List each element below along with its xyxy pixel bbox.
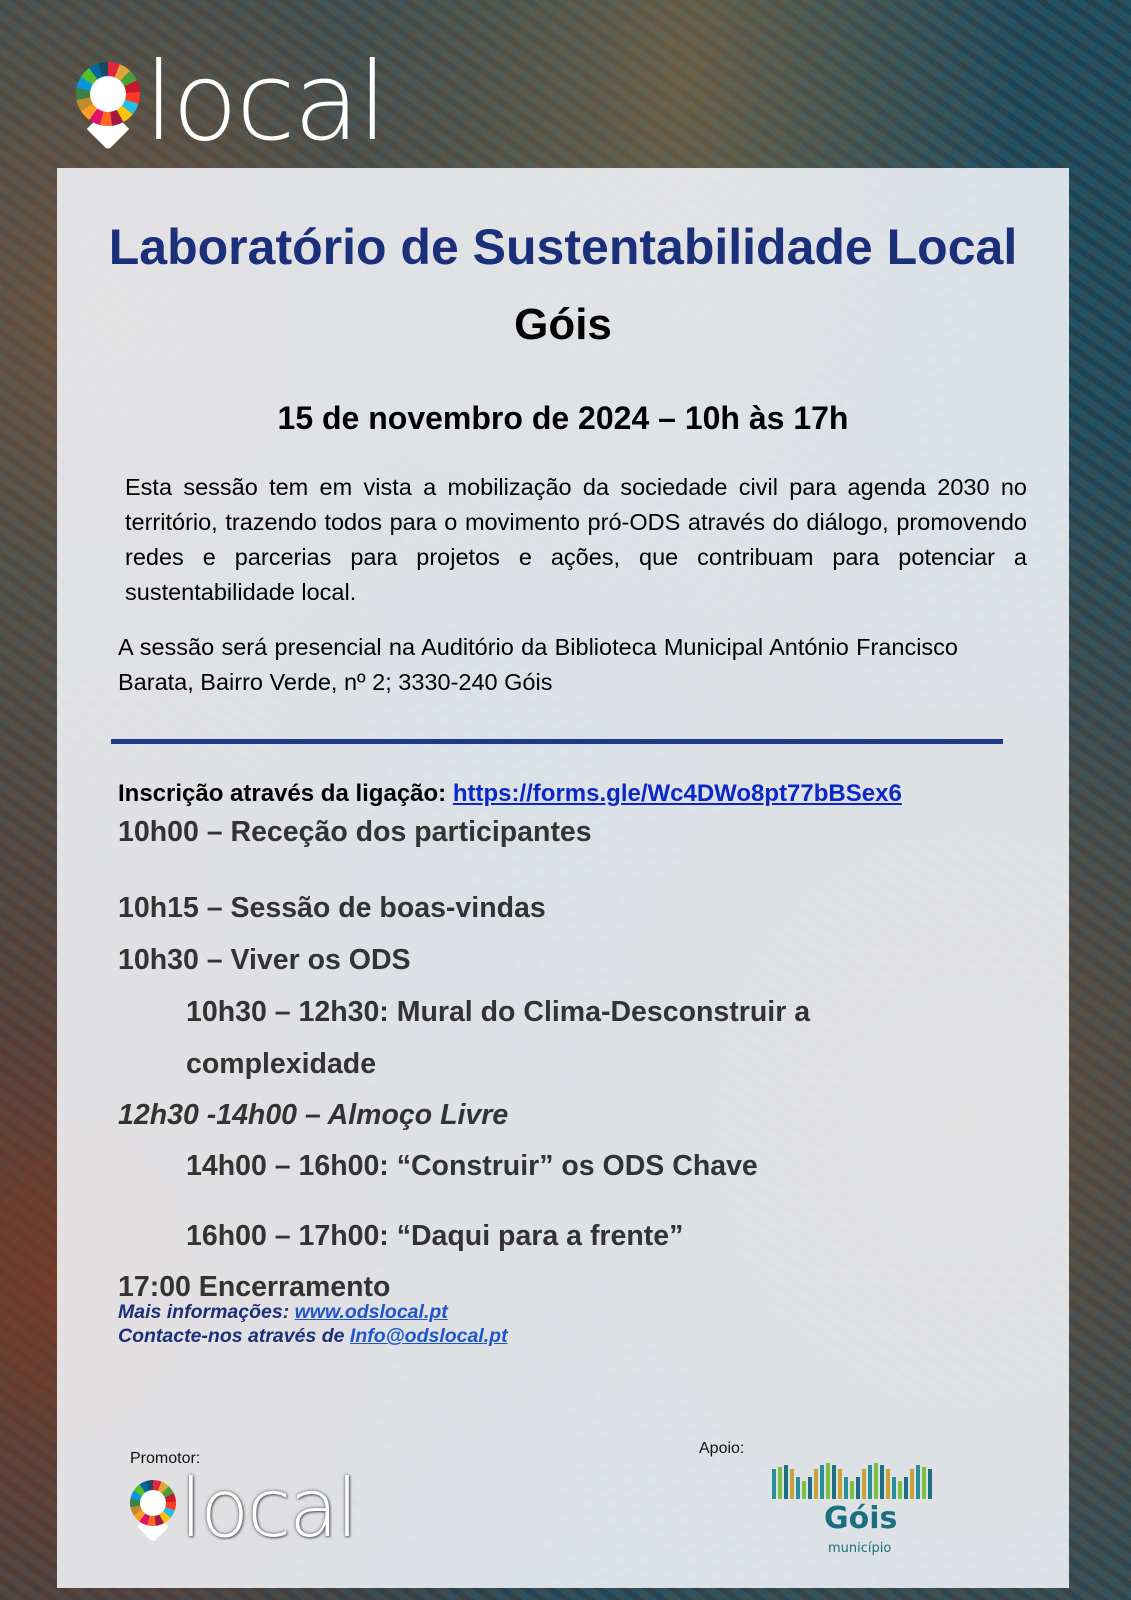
event-date: 15 de novembro de 2024 – 10h às 17h [277, 400, 849, 436]
ods-pin-icon [130, 1480, 176, 1540]
signup-line [118, 780, 902, 808]
apoio-label: Apoio: [699, 1440, 745, 1457]
agenda-subitem: complexidade [186, 1048, 377, 1080]
city-heading: Góis [514, 300, 612, 349]
agenda-item: 10h00 – Receção dos participantes [118, 816, 592, 848]
agenda-subitem: 10h30 – 12h30: Mural do Clima-Desconstruir a [186, 996, 811, 1028]
agenda-item: 10h30 – Viver os ODS [118, 944, 411, 976]
header-logo-text: local [144, 40, 386, 165]
gois-municipio-logo [772, 1463, 952, 1563]
gois-logo-name: Góis [824, 1501, 898, 1536]
promotor-label: Promotor: [130, 1450, 201, 1467]
agenda-item: 12h30 -14h00 – Almoço Livre [118, 1099, 509, 1131]
more-info-link[interactable]: www.odslocal.pt [294, 1301, 448, 1323]
agenda-subitem: 16h00 – 17h00: “Daqui para a frente” [186, 1220, 684, 1252]
divider [111, 739, 1003, 744]
event-description: Esta sessão tem em vista a mobilização da sociedade civil para agenda 2030 no território, trazendo todos para o movimento pró-ODS através do diálogo, promovendo redes e parcerias para projetos e ações, que contribuam para potenciar a sustentabilidade local. [125, 474, 1027, 605]
contact-email-link[interactable]: Info@odslocal.pt [349, 1325, 508, 1347]
page-title: Laboratório de Sustentabilidade Local [108, 219, 1018, 275]
gois-logo-sub: município [828, 1541, 892, 1556]
more-info-label: Mais informações: [118, 1301, 295, 1323]
agenda-item: 17:00 Encerramento [118, 1271, 391, 1303]
signup-label: Inscrição através da ligação: [118, 780, 453, 807]
gois-bridge-icon [772, 1463, 946, 1499]
contact-label: Contacte-nos através de [118, 1325, 350, 1347]
content-panel [57, 168, 1069, 1588]
event-venue: A sessão será presencial na Auditório da Biblioteca Municipal António Francisco Barata, Bairro Verde, nº 2; 3330-240 Góis [118, 634, 958, 695]
promotor-logo [130, 1462, 357, 1555]
signup-link[interactable]: https://forms.gle/Wc4DWo8pt77bBSex6 [452, 780, 902, 807]
header-logo [76, 40, 386, 165]
agenda-item: 10h15 – Sessão de boas-vindas [118, 892, 546, 924]
ods-pin-icon [76, 62, 140, 146]
agenda-subitem: 14h00 – 16h00: “Construir” os ODS Chave [186, 1150, 758, 1182]
promotor-logo-text: local [180, 1462, 357, 1555]
contact-info [118, 1300, 508, 1348]
